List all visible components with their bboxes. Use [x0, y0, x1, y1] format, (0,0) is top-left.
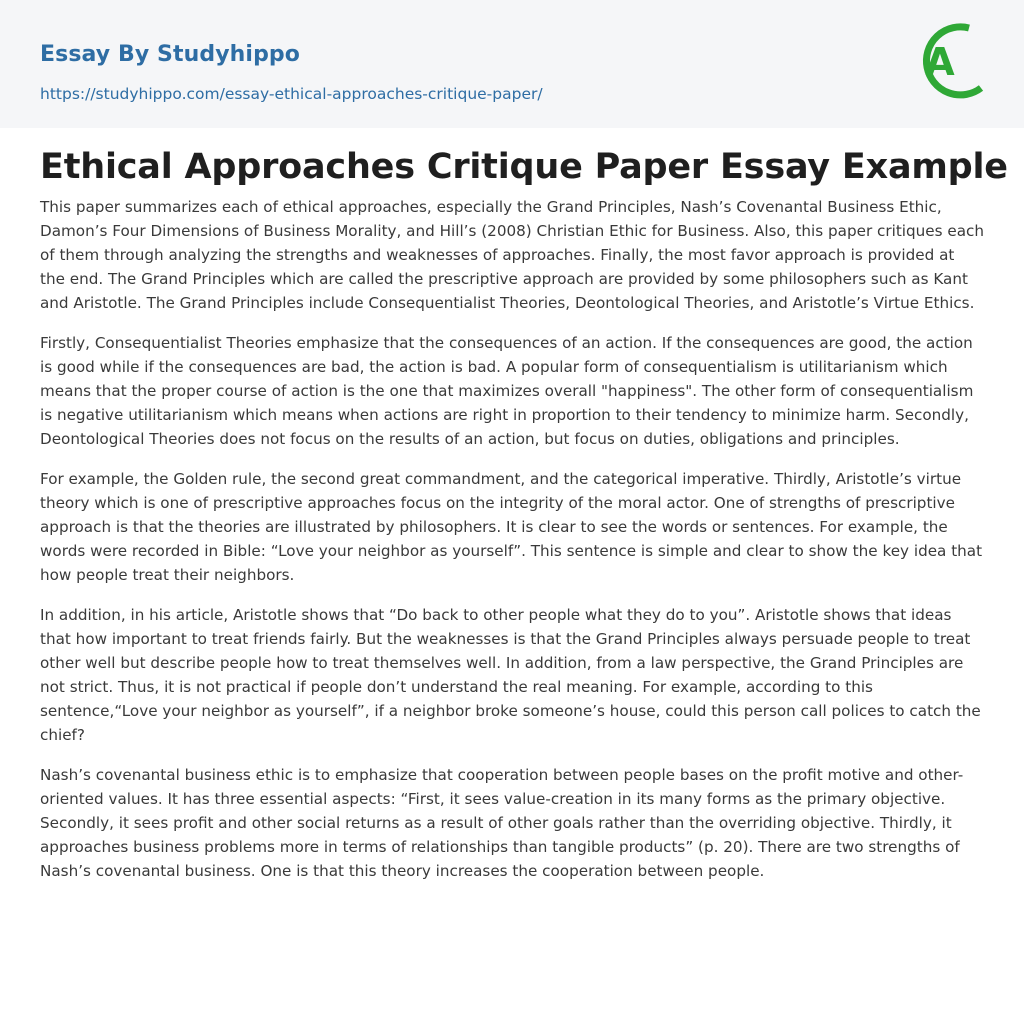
essay-paragraph-5: Nash’s covenantal business ethic is to emphasize that cooperation between people bases on the profit motive and other-oriented values. It has three essential aspects: “First, it sees value-creation in its many forms as the primary objective. Secondly, it sees profit and other social returns as a result of other goals rather than the overriding objective. Thirdly, it approaches business problems more in terms of relationships than tangible products” (p. 20). There are two strengths of Nash’s covenantal business. One is that this theory increases the cooperation between people. — [40, 766, 964, 880]
essay-paragraph-3: For example, the Golden rule, the second great commandment, and the categorical imperative. Thirdly, Aristotle’s virtue theory which is one of prescriptive approaches focus on the integrity of the moral actor. One of strengths of prescriptive approach is that the theories are illustrated by philosophers. It is clear to see the words or sentences. For example, the words were recorded in Bible: “Love your neighbor as yourself”. This sentence is simple and clear to show the key idea that how people treat their neighbors. — [40, 470, 983, 584]
logo-letter: A — [925, 40, 955, 84]
essay-paragraph-4: In addition, in his article, Aristotle shows that “Do back to other people what they do to you”. Aristotle shows that ideas that how important to treat friends fairly. But the weaknesses is that the Grand Principles always persuade people to treat other well but describe people how to treat themselves well. In addition, from a law perspective, the Grand Principles are not strict. Thus, it is not practical if people don’t understand the real meaning. For example, according to this sentence,“Love your neighbor as yourself”, if a neighbor broke someone’s house, could this person call polices to catch the chief? — [40, 606, 981, 744]
article — [40, 143, 1008, 899]
page-title: Ethical Approaches Critique Paper Essay Example — [40, 147, 1008, 187]
site-title[interactable]: Essay By Studyhippo — [40, 42, 300, 67]
essay-paragraph-1: This paper summarizes each of ethical approaches, especially the Grand Principles, Nash’s Covenantal Business Ethic, Damon’s Four Dimensions of Business Morality, and Hill’s (2008) Christian Ethic for Business. Also, this paper critiques each of them through analyzing the strengths and weaknesses of approaches. Finally, the most favor approach is provided at the end. The Grand Principles which are called the prescriptive approach are provided by some philosophers such as Kant and Aristotle. The Grand Principles include Consequentialist Theories, Deontological Theories, and Aristotle’s Virtue Ethics. — [40, 198, 984, 312]
studyhippo-logo-icon[interactable] — [911, 18, 989, 106]
article-url-link[interactable]: https://studyhippo.com/essay-ethical-approaches-critique-paper/ — [40, 85, 543, 103]
site-header — [0, 0, 1024, 128]
essay-paragraph-2: Firstly, Consequentialist Theories emphasize that the consequences of an action. If the consequences are good, the action is good while if the consequences are bad, the action is bad. A popular form of consequentialism is utilitarianism which means that the proper course of action is the one that maximizes overall "happiness". The other form of consequentialism is negative utilitarianism which means when actions are right in proportion to their tendency to minimize harm. Secondly, Deontological Theories does not focus on the results of an action, but focus on duties, obligations and principles. — [40, 334, 974, 448]
